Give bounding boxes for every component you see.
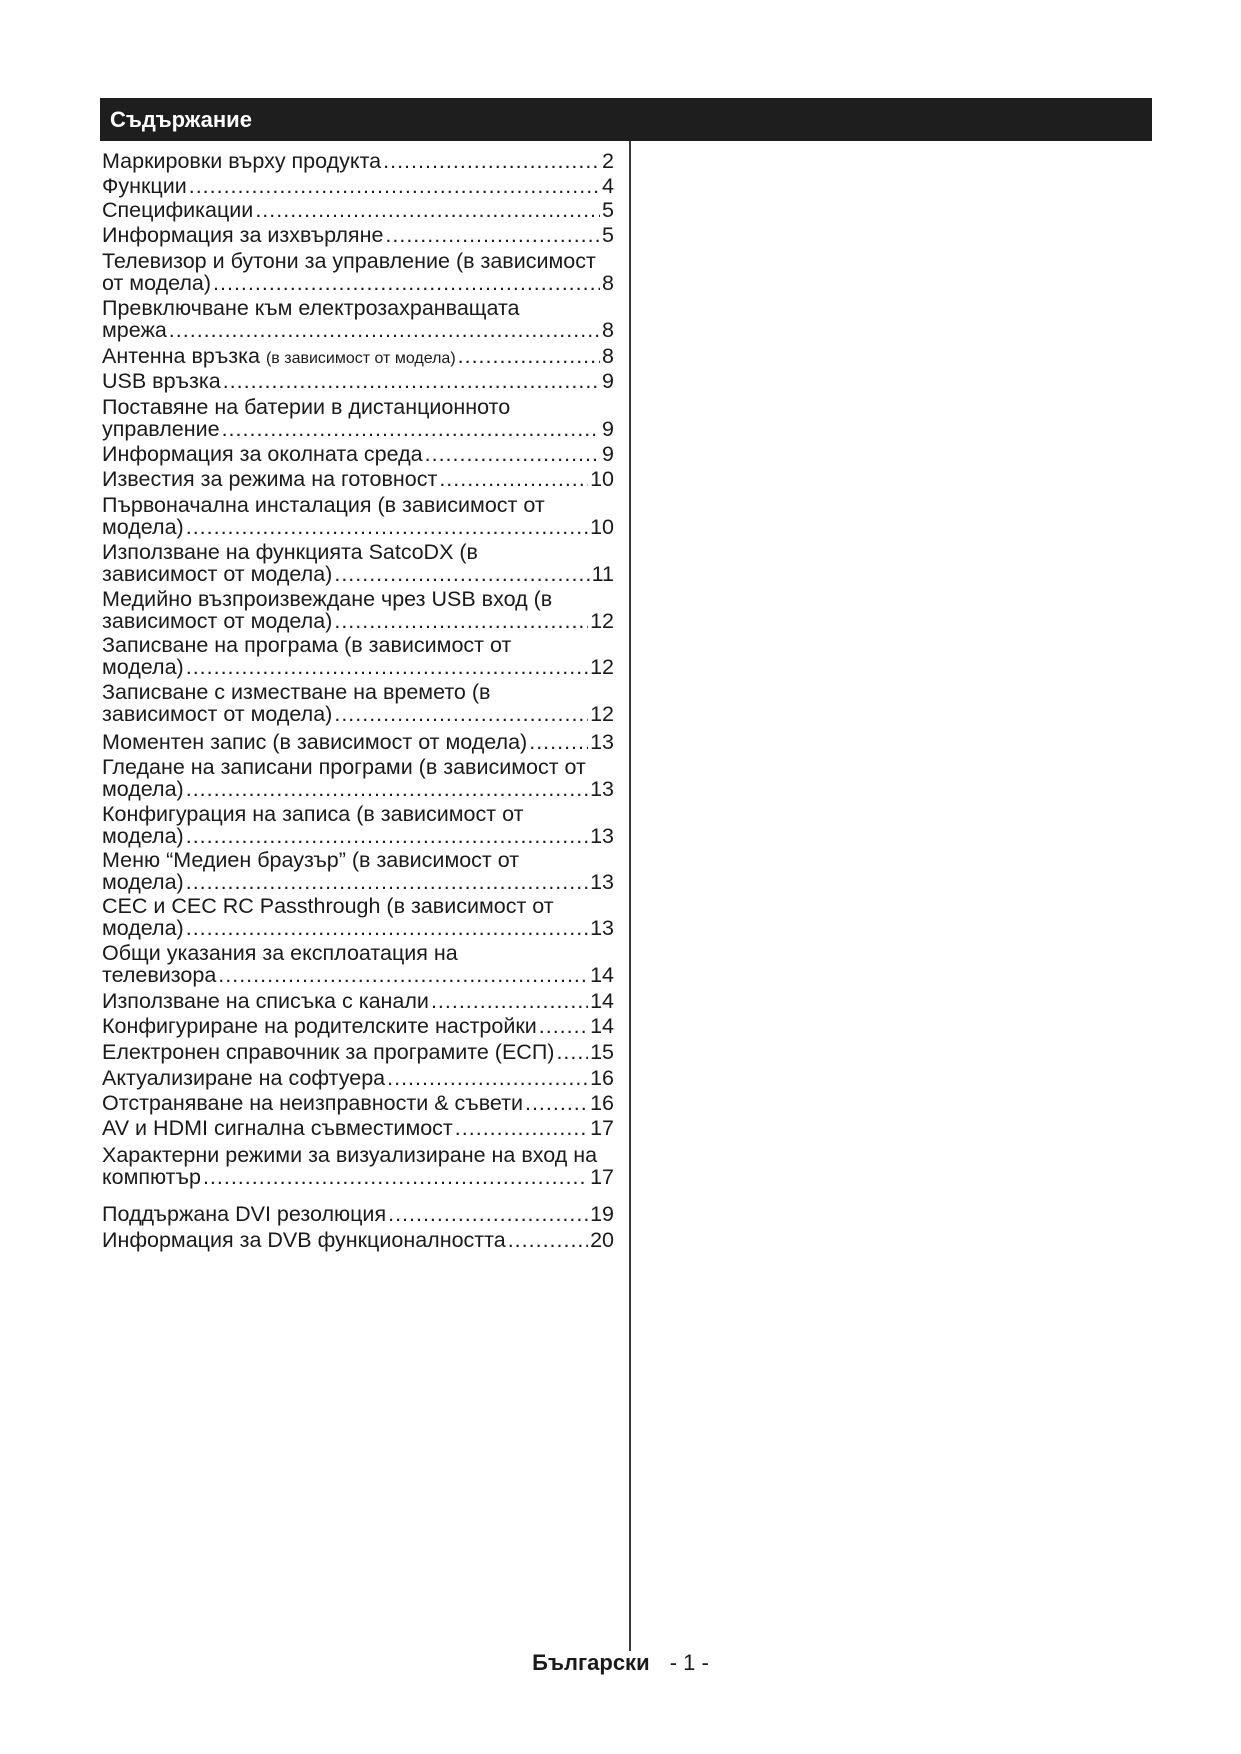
toc-entry — [102, 494, 614, 538]
header-bar — [100, 98, 1152, 141]
toc-page-number: 11 — [591, 562, 614, 586]
toc-entry — [102, 250, 614, 294]
toc-page-number: 5 — [602, 223, 614, 247]
toc-entry-title — [102, 319, 167, 341]
toc-entry-title-line: управление — [102, 417, 220, 441]
toc-entry-title-line: CEC и CEC RC Passthrough (в зависимост от — [102, 894, 554, 918]
toc-page-number: 13 — [590, 777, 614, 801]
toc-leader-dots — [186, 656, 588, 678]
toc-page-number: 14 — [590, 989, 614, 1013]
toc-leader-dots — [186, 825, 588, 847]
toc-entry — [102, 731, 614, 753]
toc-entry-title — [102, 516, 184, 538]
page-title: Съдържание — [110, 107, 252, 132]
toc-entry — [102, 345, 614, 370]
toc-entry — [102, 468, 614, 490]
toc-entry-title-line: Отстраняване на неизправности & съвети — [102, 1091, 523, 1115]
toc-entry-title-line: Информация за DVB функционалността — [102, 1228, 506, 1252]
page-footer — [0, 1649, 1241, 1677]
toc-entry-title — [102, 917, 184, 939]
footer-language: Български — [532, 1650, 650, 1675]
toc-page-number: 9 — [602, 442, 614, 466]
toc-page-number: 9 — [602, 369, 614, 393]
toc-entry-note: (в зависимост от модела) — [265, 350, 456, 367]
toc-entry — [102, 443, 614, 465]
toc-entry-title — [102, 175, 187, 197]
toc-entry — [102, 1092, 614, 1114]
toc-page-number: 17 — [590, 1116, 614, 1140]
toc-page-number: 12 — [590, 655, 614, 679]
toc-entry-title-line: от модела) — [102, 271, 212, 295]
toc-entry — [102, 895, 614, 939]
toc-entry — [102, 175, 614, 197]
toc-entry — [102, 756, 614, 800]
toc-leader-dots — [455, 1117, 588, 1139]
toc-page-number: 12 — [590, 702, 614, 726]
toc-entry-title — [102, 964, 216, 986]
toc-entry-title-line: зависимост от модела) — [102, 702, 333, 726]
toc-page-number: 13 — [590, 870, 614, 894]
toc-entry-title-line: Актуализиране на софтуера — [102, 1066, 386, 1090]
toc-entry-title-line: Поддържана DVI резолюция — [102, 1202, 387, 1226]
toc-entry — [102, 588, 614, 632]
toc-leader-dots — [213, 272, 600, 294]
toc-leader-dots — [255, 199, 600, 221]
toc-page-number: 8 — [602, 318, 614, 342]
toc-entry-title-line: Конфигурация на записа (в зависимост от — [102, 802, 524, 826]
toc-page-number: 8 — [602, 271, 614, 295]
toc-entry-title-line: модела) — [102, 870, 184, 894]
toc-entry-title-line: Информация за околната среда — [102, 442, 423, 466]
toc-entry-title-line: Функции — [102, 174, 187, 198]
toc-entry-title-line: Медийно възпроизвеждане чрез USB вход (в — [102, 587, 553, 611]
toc-entry — [102, 990, 614, 1012]
toc-entry-title-line: Гледане на записани програми (в зависимост от — [102, 755, 586, 779]
toc-entry-title — [102, 563, 332, 585]
toc-leader-dots — [529, 731, 588, 753]
footer-page-number: - 1 - — [669, 1650, 709, 1675]
toc-entry-title — [102, 1041, 554, 1063]
toc-entry-title-line: Телевизор и бутони за управление (в зависимост — [102, 249, 596, 273]
toc-entry-title-line: Първоначална инсталация (в зависимост от — [102, 493, 545, 517]
toc-leader-dots — [169, 319, 600, 341]
toc-entry-title — [102, 224, 383, 246]
toc-leader-dots — [387, 1067, 588, 1089]
toc-page-number: 5 — [602, 198, 614, 222]
toc-leader-dots — [539, 1015, 588, 1037]
toc-entry-title-line: USB връзка — [102, 369, 221, 393]
toc-leader-dots — [383, 150, 600, 172]
toc-entry — [102, 1015, 614, 1037]
toc-entry-title — [102, 199, 253, 221]
toc-page-number: 15 — [590, 1040, 614, 1064]
toc-entry-title — [102, 418, 220, 440]
toc-entry-title — [102, 656, 184, 678]
toc-entry — [102, 634, 614, 678]
toc-entry-title-line: модела) — [102, 515, 184, 539]
toc-entry-title — [102, 1229, 506, 1251]
toc-page-number: 14 — [590, 1014, 614, 1038]
toc-leader-dots — [218, 964, 588, 986]
toc-entry-title — [102, 1117, 453, 1139]
toc-entry — [102, 150, 614, 172]
toc-entry — [102, 370, 614, 392]
toc-entry — [102, 297, 614, 341]
toc-entry-title — [102, 610, 332, 632]
toc-entry-title — [102, 731, 527, 753]
toc-entry-title-line: Използване на функцията SatcoDX (в — [102, 540, 478, 564]
toc-entry-title — [102, 1015, 537, 1037]
toc-page-number: 12 — [590, 609, 614, 633]
toc-entry-title — [102, 370, 221, 392]
toc-page-number: 16 — [590, 1091, 614, 1115]
toc-entry-title — [102, 1092, 523, 1114]
toc-page-number: 9 — [602, 417, 614, 441]
toc-entry-title-line: модела) — [102, 777, 184, 801]
toc-leader-dots — [186, 917, 588, 939]
toc-entry — [102, 396, 614, 440]
toc-leader-dots — [439, 468, 588, 490]
toc-entry-title — [102, 778, 184, 800]
toc-entry-title-line: Спецификации — [102, 198, 254, 222]
toc-entry-title-line: Меню “Медиен браузър” (в зависимост от — [102, 848, 520, 872]
toc-entry-title-line: зависимост от модела) — [102, 609, 333, 633]
toc-entry-title-line: Записване на програма (в зависимост от — [102, 633, 512, 657]
toc-leader-dots — [186, 516, 588, 538]
toc-entry — [102, 849, 614, 893]
toc-entry — [102, 681, 614, 725]
toc-entry-title — [102, 825, 184, 847]
toc-entry — [102, 1067, 614, 1089]
toc-entry-title-line: телевизора — [102, 963, 217, 987]
toc-leader-dots — [186, 778, 588, 800]
toc-page-number: 13 — [590, 824, 614, 848]
toc-entry — [102, 199, 614, 221]
toc-entry — [102, 803, 614, 847]
toc-leader-dots — [186, 871, 588, 893]
toc-entry-title — [102, 468, 437, 490]
toc-page-number: 8 — [602, 344, 614, 368]
column-divider — [629, 141, 631, 1651]
toc-page-number: 13 — [590, 916, 614, 940]
toc-page-number: 2 — [602, 149, 614, 173]
toc-leader-dots — [334, 563, 589, 585]
toc-entry-title-line: компютър — [102, 1165, 201, 1189]
toc-entry-title-line: мрежа — [102, 318, 167, 342]
toc-entry — [102, 1229, 614, 1251]
toc-entry-title-line: Конфигуриране на родителските настройки — [102, 1014, 537, 1038]
toc-entry-title-line: Общи указания за експлоатация на — [102, 941, 458, 965]
toc-page-number: 14 — [590, 963, 614, 987]
toc-leader-dots — [388, 1203, 588, 1225]
toc-leader-dots — [508, 1229, 588, 1251]
toc-entry — [102, 942, 614, 986]
toc-page-number: 10 — [590, 467, 614, 491]
toc-entry-title-line: модела) — [102, 655, 184, 679]
toc-entry-title-line: модела) — [102, 916, 184, 940]
toc-page-number: 10 — [590, 515, 614, 539]
toc-entry-title-line: Известия за режима на готовност — [102, 467, 438, 491]
toc-leader-dots — [385, 224, 600, 246]
toc-entry — [102, 1041, 614, 1063]
toc-leader-dots — [431, 990, 588, 1012]
toc-leader-dots — [334, 610, 588, 632]
toc-leader-dots — [189, 175, 600, 197]
toc-entry-title — [102, 1166, 201, 1188]
toc-entry-title — [102, 871, 184, 893]
toc-page-number: 17 — [590, 1165, 614, 1189]
toc-entry-title — [102, 443, 423, 465]
toc-entry-title-line: Моментен запис (в зависимост от модела) — [102, 730, 528, 754]
toc-entry — [102, 224, 614, 246]
toc-page-number: 16 — [590, 1066, 614, 1090]
toc-entry-title-line: Записване с изместване на времето (в — [102, 680, 491, 704]
toc-page-number: 20 — [590, 1228, 614, 1252]
toc-page-number: 19 — [590, 1202, 614, 1226]
toc-entry-title-line: Антенна връзка — [102, 344, 260, 368]
toc-entry — [102, 1203, 614, 1225]
toc-entry-title — [102, 272, 211, 294]
toc-entry-title — [102, 150, 381, 172]
toc-entry-title-line: Използване на списъка с канали — [102, 989, 429, 1013]
toc-page-number: 4 — [602, 174, 614, 198]
toc-entry-title-line: Електронен справочник за програмите (ЕСП) — [102, 1040, 555, 1064]
toc-entry-title — [102, 345, 456, 370]
toc-leader-dots — [222, 418, 600, 440]
toc-entry-title-line: зависимост от модела) — [102, 562, 333, 586]
toc-entry-title-line: AV и HDMI сигнална съвместимост — [102, 1116, 453, 1140]
toc-leader-dots — [223, 370, 600, 392]
toc-entry-title — [102, 703, 332, 725]
toc-leader-dots — [425, 443, 600, 465]
toc-entry-title-line: модела) — [102, 824, 184, 848]
toc-entry-title-line: Информация за изхвърляне — [102, 223, 384, 247]
toc-entry-title-line: Маркировки върху продукта — [102, 149, 382, 173]
toc-entry — [102, 541, 614, 585]
toc-entry-title — [102, 990, 429, 1012]
toc-entry — [102, 1144, 614, 1188]
toc-page-number: 13 — [590, 730, 614, 754]
toc-leader-dots — [458, 345, 600, 367]
toc-leader-dots — [556, 1041, 588, 1063]
toc-leader-dots — [525, 1092, 588, 1114]
toc-leader-dots — [203, 1166, 588, 1188]
toc-entry-title-line: Превключване към електрозахранващата — [102, 296, 520, 320]
toc-entry-title — [102, 1067, 385, 1089]
toc-leader-dots — [334, 703, 588, 725]
toc-entry-title-line: Поставяне на батерии в дистанционното — [102, 395, 511, 419]
toc-entry-title — [102, 1203, 386, 1225]
toc-entry-title-line: Характерни режими за визуализиране на вход на — [102, 1143, 598, 1167]
toc-entry — [102, 1117, 614, 1139]
